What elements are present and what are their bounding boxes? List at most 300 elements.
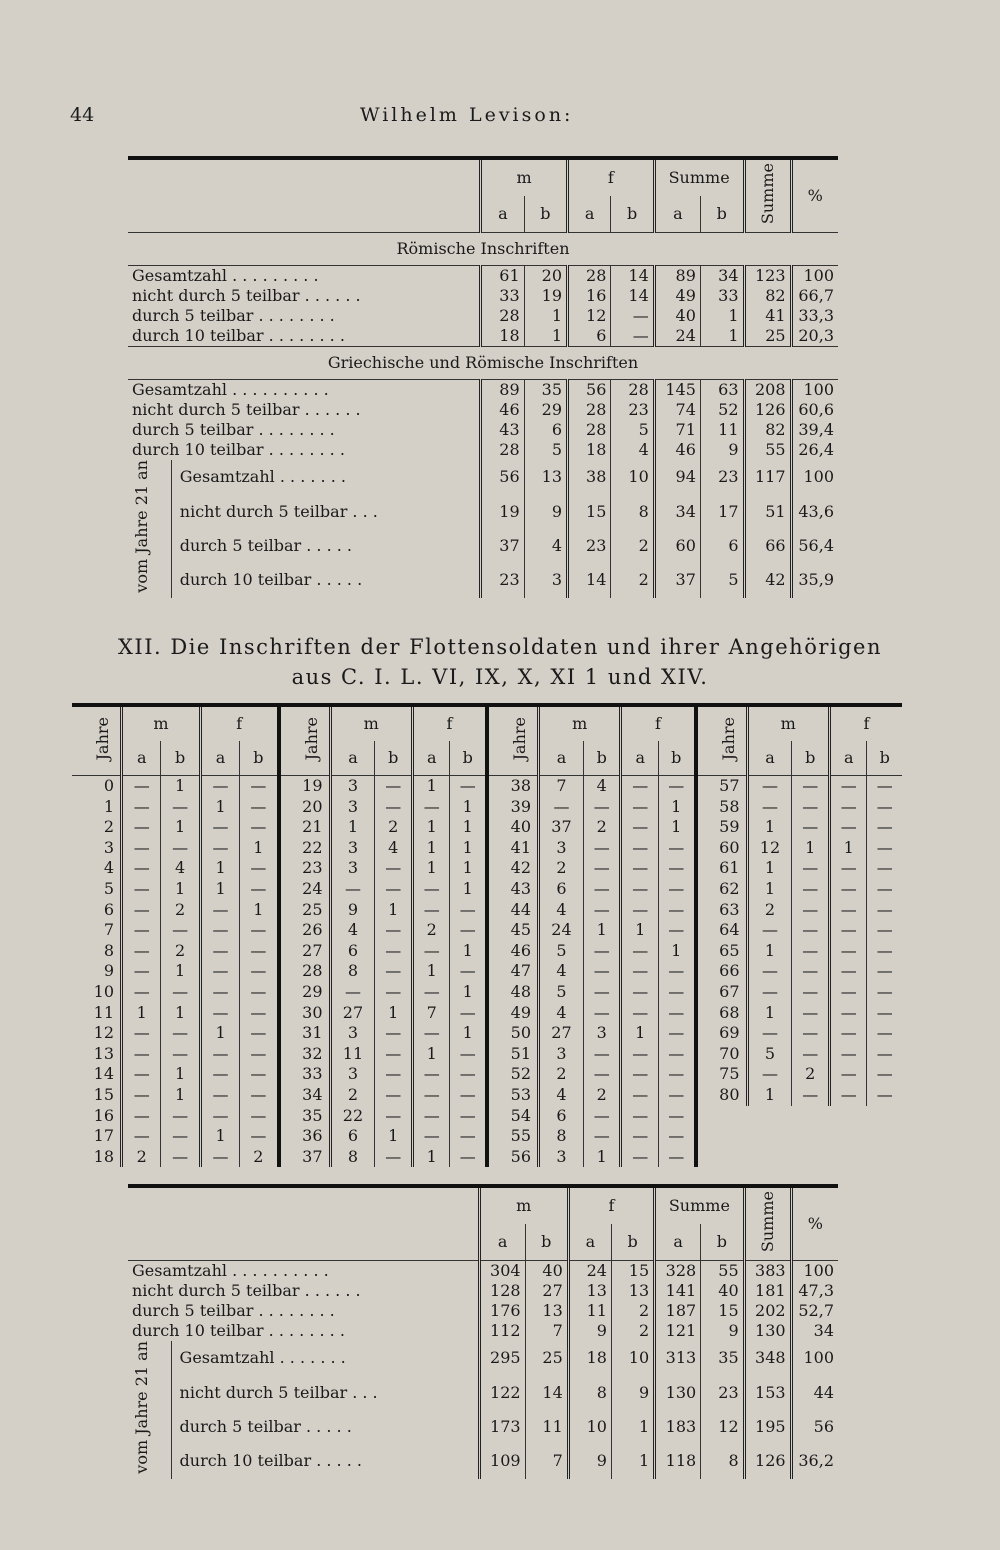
- count-cell: 2: [583, 817, 621, 838]
- count-cell: 1: [347, 817, 359, 837]
- count-cell: 4: [556, 899, 567, 919]
- header-b: b: [792, 741, 830, 776]
- count-cell: —: [450, 1147, 485, 1168]
- cell: 16: [568, 286, 611, 306]
- cell: 40: [654, 306, 700, 326]
- cell: 313: [655, 1341, 701, 1375]
- table-row: [128, 529, 838, 563]
- count-cell: 4: [161, 858, 200, 879]
- cell: 121: [655, 1321, 701, 1341]
- age-cell: 26: [281, 920, 331, 941]
- count-cell: —: [829, 941, 867, 962]
- table-row: [698, 1085, 903, 1106]
- count-cell: —: [583, 961, 621, 982]
- cell: 187: [655, 1301, 701, 1321]
- count-cell: —: [867, 900, 902, 921]
- age-cell: 80: [698, 1085, 748, 1106]
- cell: 328: [655, 1261, 701, 1282]
- count-cell: 1: [200, 858, 239, 879]
- count-cell: —: [829, 1023, 867, 1044]
- count-cell: 2: [556, 858, 567, 878]
- age-cell: 62: [698, 879, 748, 900]
- table-row: [489, 941, 694, 962]
- count-cell: —: [761, 796, 778, 816]
- age-cell: 27: [281, 941, 331, 962]
- count-cell: 8: [347, 961, 359, 981]
- cell: 60,6: [791, 400, 838, 420]
- header-a: a: [412, 741, 450, 776]
- jahre-label: Jahre: [718, 716, 738, 760]
- count-cell: 4: [375, 838, 413, 859]
- count-cell: —: [133, 817, 150, 837]
- count-cell: 2: [161, 900, 200, 921]
- count-cell: —: [450, 1126, 485, 1147]
- cell: 5: [611, 420, 654, 440]
- cell: 2: [611, 1321, 654, 1341]
- table-row: [72, 838, 277, 859]
- section-heading: [60, 632, 940, 692]
- count-cell: 4: [347, 920, 359, 940]
- table-row: [489, 776, 694, 797]
- table-row: [698, 961, 903, 982]
- summary-table-2: [128, 1184, 838, 1479]
- cell: 5: [524, 440, 567, 460]
- count-cell: —: [161, 1106, 200, 1127]
- cell: 153: [744, 1375, 791, 1409]
- table-row: [281, 1126, 486, 1147]
- header-m: m: [153, 713, 169, 733]
- count-cell: —: [792, 1085, 830, 1106]
- cell: 208: [744, 380, 791, 401]
- count-cell: —: [161, 1126, 200, 1147]
- count-cell: —: [450, 961, 485, 982]
- cell: 181: [744, 1281, 791, 1301]
- count-cell: —: [375, 1023, 413, 1044]
- age-subtable: [489, 707, 694, 1167]
- header-b: b: [524, 196, 567, 233]
- cell: 11: [525, 1410, 568, 1444]
- header-a: a: [479, 1224, 525, 1261]
- header-a: a: [330, 741, 375, 776]
- age-cell: 42: [489, 858, 539, 879]
- cell: 173: [479, 1410, 525, 1444]
- table-row: [72, 1126, 277, 1147]
- age-cell: 33: [281, 1064, 331, 1085]
- age-cell: 4: [72, 858, 122, 879]
- count-cell: 8: [347, 1146, 359, 1166]
- cell: 49: [654, 286, 700, 306]
- count-cell: 1: [375, 1003, 413, 1024]
- header-a: a: [200, 741, 239, 776]
- header-b: b: [658, 741, 693, 776]
- jahre-label: Jahre: [510, 716, 530, 760]
- cell: 123: [744, 266, 791, 287]
- cell: 14: [611, 286, 654, 306]
- count-cell: 1: [450, 1023, 485, 1044]
- table-row: [281, 797, 486, 818]
- count-cell: —: [621, 941, 659, 962]
- table-row: [698, 1023, 903, 1044]
- count-cell: —: [412, 1064, 450, 1085]
- cell: 18: [568, 440, 611, 460]
- age-cell: 14: [72, 1064, 122, 1085]
- table-row: [72, 1147, 277, 1168]
- count-cell: —: [829, 982, 867, 1003]
- cell: —: [611, 326, 654, 347]
- table-row: [698, 1003, 903, 1024]
- header-b: b: [450, 741, 485, 776]
- cell: 100: [791, 1341, 838, 1375]
- running-head: Wilhelm Levison:: [360, 104, 574, 126]
- cell: 56: [791, 1410, 838, 1444]
- count-cell: —: [761, 920, 778, 940]
- table-row: [281, 920, 486, 941]
- count-cell: —: [792, 797, 830, 818]
- table-row: [281, 1044, 486, 1065]
- age-cell: 12: [72, 1023, 122, 1044]
- count-cell: —: [621, 776, 659, 797]
- count-cell: —: [200, 1147, 239, 1168]
- count-cell: 1: [161, 817, 200, 838]
- age-cell: 47: [489, 961, 539, 982]
- table-row: [489, 858, 694, 879]
- table-row: [489, 900, 694, 921]
- count-cell: —: [867, 1023, 902, 1044]
- count-cell: 4: [556, 961, 567, 981]
- table-row: [489, 1064, 694, 1085]
- count-cell: —: [133, 776, 150, 795]
- age-cell: 36: [281, 1126, 331, 1147]
- count-cell: —: [658, 1085, 693, 1106]
- cell: 26,4: [791, 440, 838, 460]
- header-jahre: [489, 707, 539, 776]
- count-cell: 24: [551, 920, 572, 940]
- table-row: [128, 1261, 838, 1282]
- count-cell: —: [621, 879, 659, 900]
- table-row: [489, 1106, 694, 1127]
- count-cell: —: [200, 961, 239, 982]
- cell: 4: [611, 440, 654, 460]
- row-label: nicht durch 5 teilbar . . .: [171, 1375, 479, 1409]
- table-row: [72, 1064, 277, 1085]
- count-cell: —: [412, 1023, 450, 1044]
- table-row: [72, 858, 277, 879]
- table-row: [489, 1023, 694, 1044]
- cell: 8: [701, 1444, 744, 1478]
- cell: 126: [744, 1444, 791, 1478]
- count-cell: 1: [240, 900, 277, 921]
- header-m: m: [780, 713, 796, 733]
- count-cell: 1: [450, 858, 485, 879]
- count-cell: —: [658, 961, 693, 982]
- count-cell: —: [240, 1106, 277, 1127]
- count-cell: 1: [161, 1085, 200, 1106]
- header-f: f: [829, 707, 902, 741]
- age-column-1: [72, 707, 277, 1167]
- cell: 176: [479, 1301, 525, 1321]
- count-cell: —: [375, 961, 413, 982]
- cell: 39,4: [791, 420, 838, 440]
- count-cell: —: [161, 920, 200, 941]
- age-cell: 35: [281, 1106, 331, 1127]
- header-a: a: [568, 196, 611, 233]
- count-cell: —: [161, 797, 200, 818]
- cell: 348: [744, 1341, 791, 1375]
- count-cell: —: [621, 1147, 659, 1168]
- count-cell: 5: [556, 940, 567, 960]
- count-cell: —: [375, 858, 413, 879]
- cell: 18: [481, 326, 524, 347]
- count-cell: —: [375, 1064, 413, 1085]
- cell: 383: [744, 1261, 791, 1282]
- subheader-row: [128, 196, 838, 233]
- count-cell: 1: [621, 1023, 659, 1044]
- cell: 9: [700, 440, 744, 460]
- cell: 23: [611, 400, 654, 420]
- count-cell: —: [240, 1044, 277, 1065]
- count-cell: —: [412, 982, 450, 1003]
- cell: 2: [611, 563, 654, 597]
- table-row: [698, 1044, 903, 1065]
- count-cell: —: [829, 817, 867, 838]
- section-title-row: [128, 233, 838, 266]
- count-cell: 6: [347, 1126, 359, 1146]
- cell: 66: [744, 529, 791, 563]
- count-cell: —: [450, 776, 485, 797]
- count-cell: —: [658, 776, 693, 797]
- cell: 5: [700, 563, 744, 597]
- count-cell: —: [829, 1003, 867, 1024]
- age-cell: 13: [72, 1044, 122, 1065]
- count-cell: 1: [658, 797, 693, 818]
- header-jahre: [72, 707, 122, 776]
- age-cell: 75: [698, 1064, 748, 1085]
- cell: 89: [481, 380, 524, 401]
- count-cell: —: [867, 1085, 902, 1106]
- age-cell: 59: [698, 817, 748, 838]
- count-cell: —: [240, 879, 277, 900]
- count-cell: 3: [556, 1043, 567, 1063]
- table-row: [698, 920, 903, 941]
- count-cell: 3: [347, 858, 359, 878]
- count-cell: —: [200, 838, 239, 859]
- count-cell: —: [658, 982, 693, 1003]
- count-cell: 1: [450, 879, 485, 900]
- cell: 18: [568, 1341, 611, 1375]
- table-row: [281, 1106, 486, 1127]
- count-cell: —: [621, 1085, 659, 1106]
- count-cell: —: [621, 817, 659, 838]
- cell: 35: [701, 1341, 744, 1375]
- count-cell: —: [761, 776, 778, 795]
- count-cell: 1: [412, 858, 450, 879]
- count-cell: —: [412, 879, 450, 900]
- cell: 14: [525, 1375, 568, 1409]
- header-row: [128, 1186, 838, 1224]
- cell: 40: [525, 1261, 568, 1282]
- count-cell: —: [583, 982, 621, 1003]
- age-cell: 10: [72, 982, 122, 1003]
- table-row: [281, 900, 486, 921]
- count-cell: —: [240, 1064, 277, 1085]
- cell: 118: [655, 1444, 701, 1478]
- count-cell: —: [450, 1085, 485, 1106]
- count-cell: 8: [556, 1126, 567, 1146]
- count-cell: —: [161, 1147, 200, 1168]
- cell: 46: [481, 400, 524, 420]
- table-row: [128, 460, 838, 494]
- cell: 19: [524, 286, 567, 306]
- table-row: [128, 420, 838, 440]
- table-row: [281, 1147, 486, 1168]
- table-row: [281, 776, 486, 797]
- table-row: [128, 400, 838, 420]
- count-cell: 1: [412, 1044, 450, 1065]
- count-cell: 1: [161, 1003, 200, 1024]
- row-label: durch 10 teilbar . . . . .: [171, 563, 481, 597]
- summe-vertical-text: Summe: [757, 162, 777, 225]
- cell: 38: [568, 460, 611, 494]
- count-cell: 6: [556, 878, 567, 898]
- count-cell: 1: [450, 797, 485, 818]
- age-cell: 6: [72, 900, 122, 921]
- cell: 55: [744, 440, 791, 460]
- cell: 1: [700, 306, 744, 326]
- count-cell: 1: [240, 838, 277, 859]
- vom-jahre-21-label: vom Jahre 21 an: [132, 460, 151, 593]
- age-cell: 41: [489, 838, 539, 859]
- count-cell: —: [792, 941, 830, 962]
- header-m: m: [363, 713, 379, 733]
- cell: 46: [654, 440, 700, 460]
- count-cell: —: [761, 1064, 778, 1084]
- count-cell: —: [867, 817, 902, 838]
- count-cell: —: [792, 961, 830, 982]
- cell: 2: [611, 529, 654, 563]
- cell: 25: [744, 326, 791, 347]
- cell: 71: [654, 420, 700, 440]
- cell: 145: [654, 380, 700, 401]
- table-row: [281, 817, 486, 838]
- table-row: [72, 920, 277, 941]
- count-cell: —: [375, 797, 413, 818]
- count-cell: 1: [161, 961, 200, 982]
- age-cell: 67: [698, 982, 748, 1003]
- count-cell: 1: [412, 1147, 450, 1168]
- count-cell: 5: [764, 1043, 776, 1063]
- age-cell: 21: [281, 817, 331, 838]
- count-cell: —: [658, 838, 693, 859]
- cell: 100: [791, 380, 838, 401]
- cell: 52: [700, 400, 744, 420]
- header-b: b: [701, 1224, 744, 1261]
- vom-jahre-21-label: vom Jahre 21 an: [132, 1341, 151, 1474]
- row-label: nicht durch 5 teilbar . . . . . .: [132, 400, 361, 419]
- count-cell: —: [583, 900, 621, 921]
- header-b: b: [700, 196, 744, 233]
- table-row: [698, 941, 903, 962]
- cell: 74: [654, 400, 700, 420]
- count-cell: —: [658, 1044, 693, 1065]
- table-row: [698, 879, 903, 900]
- cell: 126: [744, 400, 791, 420]
- count-cell: 2: [240, 1147, 277, 1168]
- count-cell: —: [583, 1064, 621, 1085]
- cell: 9: [568, 1444, 611, 1478]
- table-row: [698, 858, 903, 879]
- table-row: [128, 1410, 838, 1444]
- count-cell: —: [792, 1023, 830, 1044]
- age-column-2: [277, 707, 486, 1167]
- count-cell: —: [412, 797, 450, 818]
- count-cell: —: [375, 920, 413, 941]
- table-row: [128, 440, 838, 460]
- cell: 8: [568, 1375, 611, 1409]
- header-a: a: [481, 196, 524, 233]
- age-cell: 28: [281, 961, 331, 982]
- age-cell: 9: [72, 961, 122, 982]
- count-cell: —: [829, 1064, 867, 1085]
- count-cell: —: [583, 1126, 621, 1147]
- count-cell: —: [344, 878, 361, 898]
- age-cell: 30: [281, 1003, 331, 1024]
- count-cell: 1: [161, 776, 200, 797]
- jahre-label: Jahre: [93, 716, 113, 760]
- cell: 23: [568, 529, 611, 563]
- table-row: [128, 494, 838, 528]
- cell: 13: [524, 460, 567, 494]
- table-row: [489, 1126, 694, 1147]
- age-cell: 55: [489, 1126, 539, 1147]
- cell: 29: [524, 400, 567, 420]
- header-a: a: [568, 1224, 611, 1261]
- count-cell: —: [792, 920, 830, 941]
- row-label: nicht durch 5 teilbar . . . . . .: [132, 1281, 361, 1300]
- cell: 28: [611, 380, 654, 401]
- age-cell: 63: [698, 900, 748, 921]
- count-cell: —: [867, 920, 902, 941]
- section-title: Griechische und Römische Inschriften: [128, 347, 838, 380]
- table-row: [281, 1023, 486, 1044]
- cell: 33: [700, 286, 744, 306]
- count-cell: —: [583, 1003, 621, 1024]
- section-title: Römische Inschriften: [128, 233, 838, 266]
- age-cell: 53: [489, 1085, 539, 1106]
- count-cell: 1: [450, 817, 485, 838]
- cell: 17: [700, 494, 744, 528]
- count-cell: —: [200, 1003, 239, 1024]
- count-cell: 2: [412, 920, 450, 941]
- cell: 6: [700, 529, 744, 563]
- table-row: [72, 900, 277, 921]
- table-row: [489, 1085, 694, 1106]
- cell: 82: [744, 286, 791, 306]
- count-cell: 1: [450, 982, 485, 1003]
- cell: —: [611, 306, 654, 326]
- table-row: [698, 900, 903, 921]
- count-cell: —: [240, 1003, 277, 1024]
- cell: 202: [744, 1301, 791, 1321]
- cell: 12: [568, 306, 611, 326]
- age-cell: 50: [489, 1023, 539, 1044]
- count-cell: —: [621, 900, 659, 921]
- cell: 27: [525, 1281, 568, 1301]
- count-cell: 1: [450, 838, 485, 859]
- count-cell: —: [375, 1085, 413, 1106]
- row-label: Gesamtzahl . . . . . . . . .: [132, 266, 319, 285]
- cell: 9: [611, 1375, 654, 1409]
- cell: 28: [481, 306, 524, 326]
